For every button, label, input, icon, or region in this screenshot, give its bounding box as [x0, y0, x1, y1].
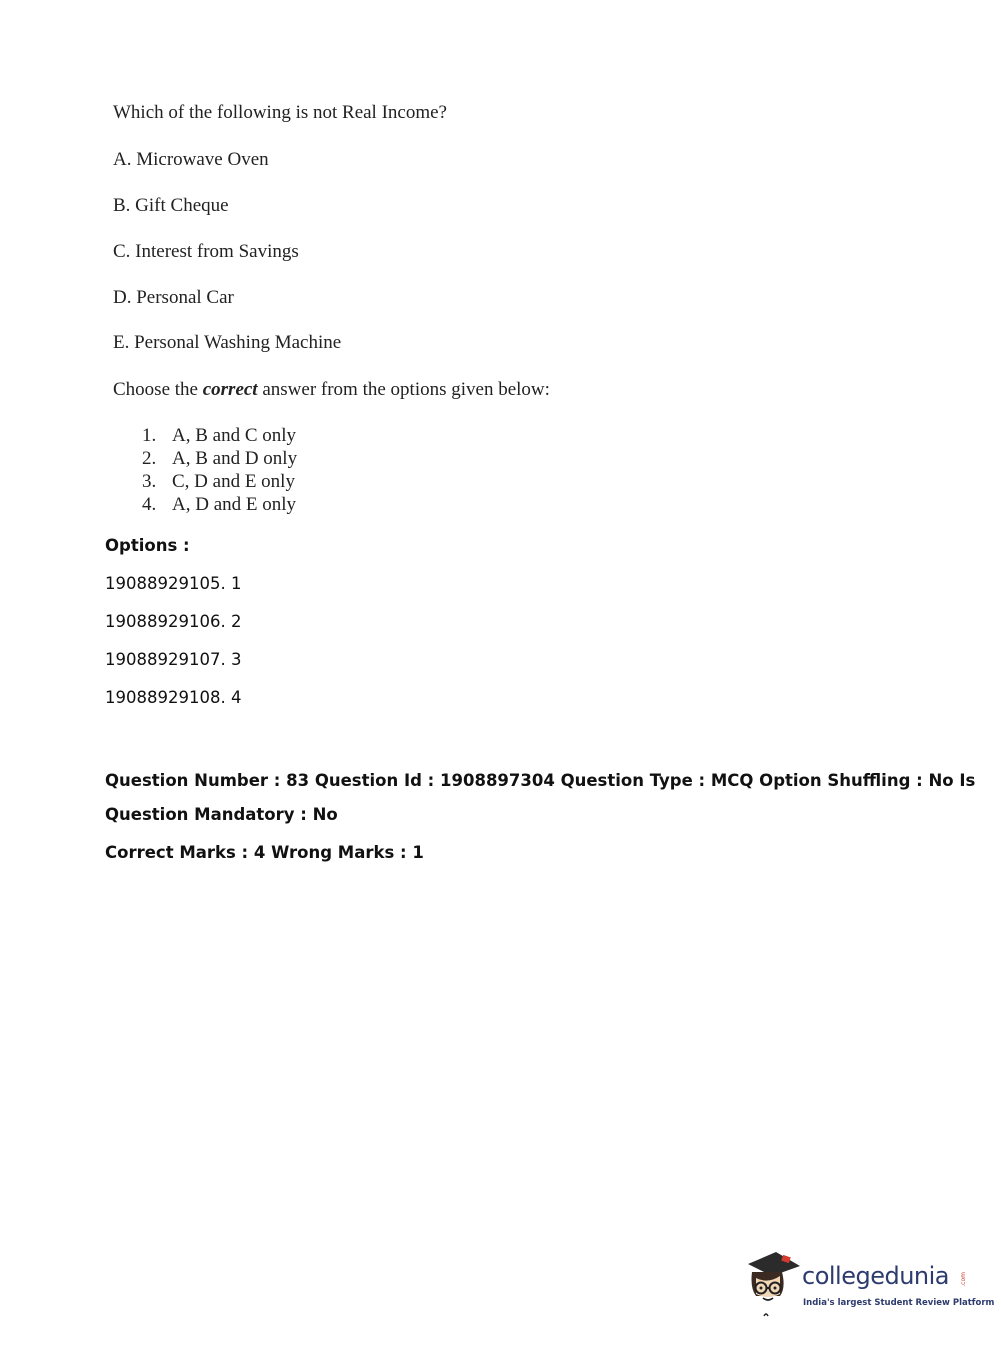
- choice-item: [142, 447, 297, 470]
- question-meta-line2: Question Mandatory : No: [105, 805, 338, 824]
- statement-a: A. Microwave Oven: [113, 149, 269, 170]
- statement-c: C. Interest from Savings: [113, 241, 299, 262]
- logo-tagline: India's largest Student Review Platform: [803, 1298, 995, 1308]
- options-heading: Options :: [105, 536, 190, 555]
- choice-number: 2.: [142, 448, 157, 469]
- choice-item: [142, 493, 297, 516]
- option-id-2: 19088929106. 2: [105, 612, 242, 631]
- logo-wordmark: collegedunia: [802, 1262, 950, 1290]
- logo-domain-suffix: .com: [960, 1272, 967, 1287]
- statement-b: B. Gift Cheque: [113, 195, 229, 216]
- choice-number: 3.: [142, 471, 157, 492]
- question-meta-line1: Question Number : 83 Question Id : 1908897304 Question Type : MCQ Option Shuffling : No Is: [105, 771, 976, 790]
- statement-e: E. Personal Washing Machine: [113, 332, 342, 353]
- answer-choices-list: [142, 424, 297, 516]
- option-id-1: 19088929105. 1: [105, 574, 242, 593]
- statement-d: D. Personal Car: [113, 287, 234, 308]
- choice-item: [142, 470, 297, 493]
- collegedunia-logo: [742, 1250, 995, 1320]
- option-id-4: 19088929108. 4: [105, 688, 242, 707]
- instruction-post: answer from the options given below:: [257, 379, 550, 400]
- instruction-emphasis: correct: [202, 379, 258, 400]
- answer-instruction: [113, 379, 550, 401]
- choice-number: 4.: [142, 494, 157, 515]
- choice-text: A, B and C only: [172, 425, 297, 446]
- choice-item: [142, 424, 297, 447]
- question-marks: Correct Marks : 4 Wrong Marks : 1: [105, 843, 424, 862]
- instruction-pre: Choose the: [113, 379, 203, 400]
- choice-text: C, D and E only: [172, 471, 295, 492]
- mascot-graduation-cap-icon: [742, 1250, 804, 1320]
- question-stem: Which of the following is not Real Income?: [113, 102, 447, 123]
- choice-text: A, B and D only: [172, 448, 298, 469]
- option-id-3: 19088929107. 3: [105, 650, 242, 669]
- choice-text: A, D and E only: [172, 494, 297, 515]
- choice-number: 1.: [142, 425, 157, 446]
